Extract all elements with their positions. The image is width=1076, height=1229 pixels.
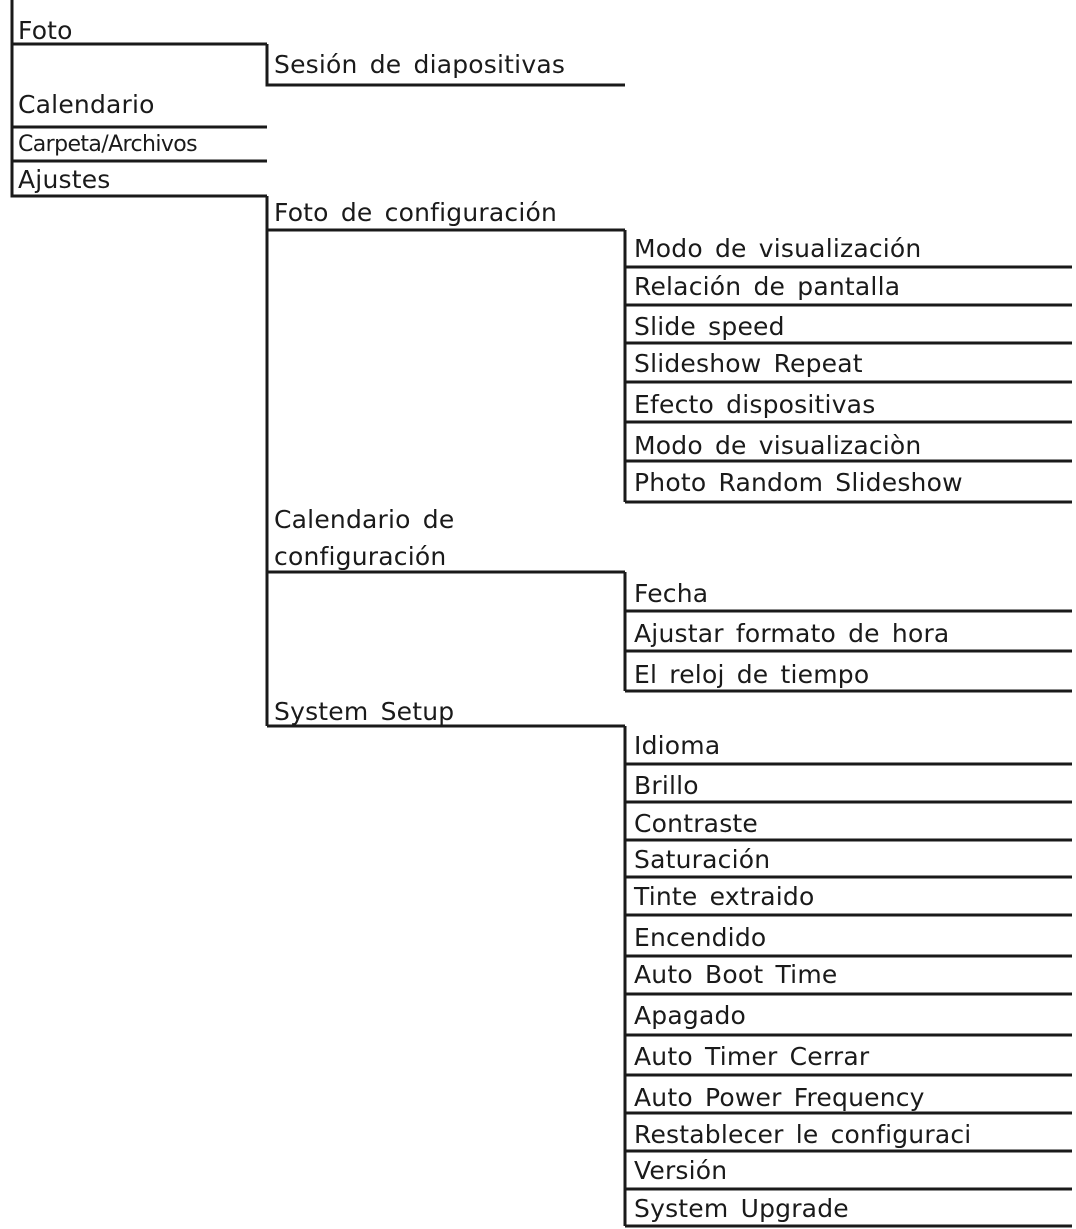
leaf-item: Auto Timer Cerrar [634,1042,870,1071]
leaf-item: Efecto dispositivas [634,390,876,419]
leaf-item: Slideshow Repeat [634,349,863,378]
leaf-item: Fecha [634,579,709,608]
leaf-item: Restablecer le configuraci [634,1120,972,1149]
node-calendario-configuracion-line1: Calendario de [274,505,455,534]
leaf-item: Saturación [634,845,771,874]
leaf-item: Auto Power Frequency [634,1083,925,1112]
leaf-item: Modo de visualización [634,234,922,263]
node-calendario: Calendario [18,90,155,119]
node-ajustes: Ajustes [18,165,111,194]
node-sesion-diapositivas: Sesión de diapositivas [274,50,566,79]
node-foto-configuracion: Foto de configuración [274,198,558,227]
leaf-item: Modo de visualizaciòn [634,431,922,460]
leaf-item: Tinte extraido [634,882,815,911]
leaf-item: Relación de pantalla [634,272,901,301]
leaf-item: Versión [634,1156,728,1185]
leaf-item: Encendido [634,923,767,952]
leaf-item: Contraste [634,809,759,838]
leaf-item: System Upgrade [634,1194,849,1223]
leaf-item: Slide speed [634,312,785,341]
leaf-item: Ajustar formato de hora [634,619,950,648]
node-carpeta-archivos: Carpeta/Archivos [18,132,198,157]
leaf-item: Idioma [634,731,721,760]
node-calendario-configuracion-line2: configuración [274,542,447,571]
node-foto: Foto [18,16,73,45]
leaf-item: Auto Boot Time [634,960,838,989]
leaf-item: Photo Random Slideshow [634,468,963,497]
leaf-item: Apagado [634,1001,747,1030]
leaf-item: Brillo [634,771,699,800]
node-system-setup: System Setup [274,697,455,726]
leaf-item: El reloj de tiempo [634,660,870,689]
